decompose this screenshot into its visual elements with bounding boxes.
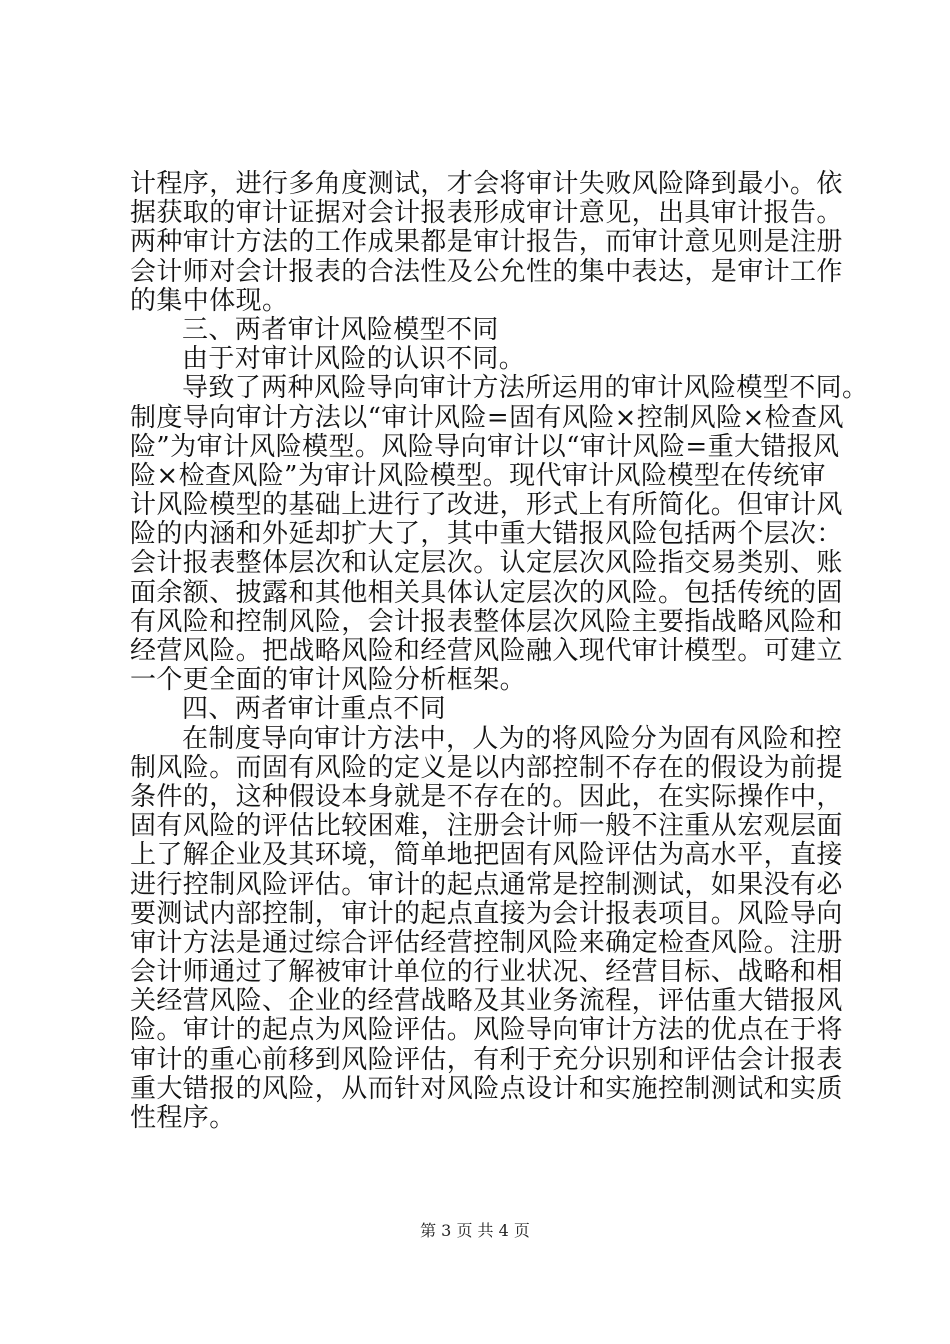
text-line: 一个更全面的审计风险分析框架。 <box>130 665 527 696</box>
text-line: 制风险。而固有风险的定义是以内部控制不存在的假设为前提 <box>130 752 843 783</box>
text-line: 会计师对会计报表的合法性及公允性的集中表达，是审计工作 <box>130 256 843 287</box>
text-line: 性程序。 <box>130 1103 236 1133</box>
text-line: 三、两者审计风险模型不同 <box>182 314 499 345</box>
text-line: 险×检查风险”为审计风险模型。现代审计风险模型在传统审 <box>130 460 826 491</box>
text-line: 险。审计的起点为风险评估。风险导向审计方法的优点在于将 <box>130 1015 843 1046</box>
text-line: 导致了两种风险导向审计方法所运用的审计风险模型不同。 <box>182 373 869 404</box>
text-line: 上了解企业及其环境，简单地把固有风险评估为高水平，直接 <box>130 840 843 871</box>
text-line: 的集中体现。 <box>130 285 289 316</box>
text-line: 险”为审计风险模型。风险导向审计以“审计风险=重大错报风 <box>130 431 840 462</box>
text-line: 计风险模型的基础上进行了改进，形式上有所简化。但审计风 <box>130 490 843 521</box>
text-line: 四、两者审计重点不同 <box>182 694 447 725</box>
text-line: 关经营风险、企业的经营战略及其业务流程，评估重大错报风 <box>130 986 843 1017</box>
text-line: 会计师通过了解被审计单位的行业状况、经营目标、战略和相 <box>130 957 843 988</box>
text-line: 条件的，这种假设本身就是不存在的。因此，在实际操作中， <box>130 781 843 812</box>
text-line: 重大错报的风险，从而针对风险点设计和实施控制测试和实质 <box>130 1073 843 1104</box>
text-line: 会计报表整体层次和认定层次。认定层次风险指交易类别、账 <box>130 548 843 579</box>
text-line: 险的内涵和外延却扩大了，其中重大错报风险包括两个层次： <box>130 519 843 550</box>
text-line: 固有风险的评估比较困难，注册会计师一般不注重从宏观层面 <box>130 811 843 842</box>
text-line: 经营风险。把战略风险和经营风险融入现代审计模型。可建立 <box>130 636 843 666</box>
text-line: 有风险和控制风险，会计报表整体层次风险主要指战略风险和 <box>130 606 843 637</box>
text-line: 面余额、披露和其他相关具体认定层次的风险。包括传统的固 <box>130 577 843 608</box>
text-line: 据获取的审计证据对会计报表形成审计意见，出具审计报告。 <box>130 198 843 229</box>
text-line: 两种审计方法的工作成果都是审计报告，而审计意见则是注册 <box>130 227 843 258</box>
text-line: 进行控制风险评估。审计的起点通常是控制测试，如果没有必 <box>130 869 843 900</box>
page-footer <box>0 1218 950 1241</box>
text-line: 要测试内部控制，审计的起点直接为会计报表项目。风险导向 <box>130 898 843 929</box>
text-line: 审计方法是通过综合评估经营控制风险来确定检查风险。注册 <box>130 927 843 958</box>
text-line: 计程序，进行多角度测试，才会将审计失败风险降到最小。依 <box>130 169 843 199</box>
text-line: 审计的重心前移到风险评估，有利于充分识别和评估会计报表 <box>130 1044 843 1075</box>
text-line: 由于对审计风险的认识不同。 <box>182 344 526 375</box>
text-line: 在制度导向审计方法中，人为的将风险分为固有风险和控 <box>182 723 843 754</box>
page-number-label: 第 3 页 共 4 页 <box>420 1221 530 1240</box>
document-body <box>130 169 869 1133</box>
text-line: 制度导向审计方法以“审计风险=固有风险×控制风险×检查风 <box>130 402 844 433</box>
